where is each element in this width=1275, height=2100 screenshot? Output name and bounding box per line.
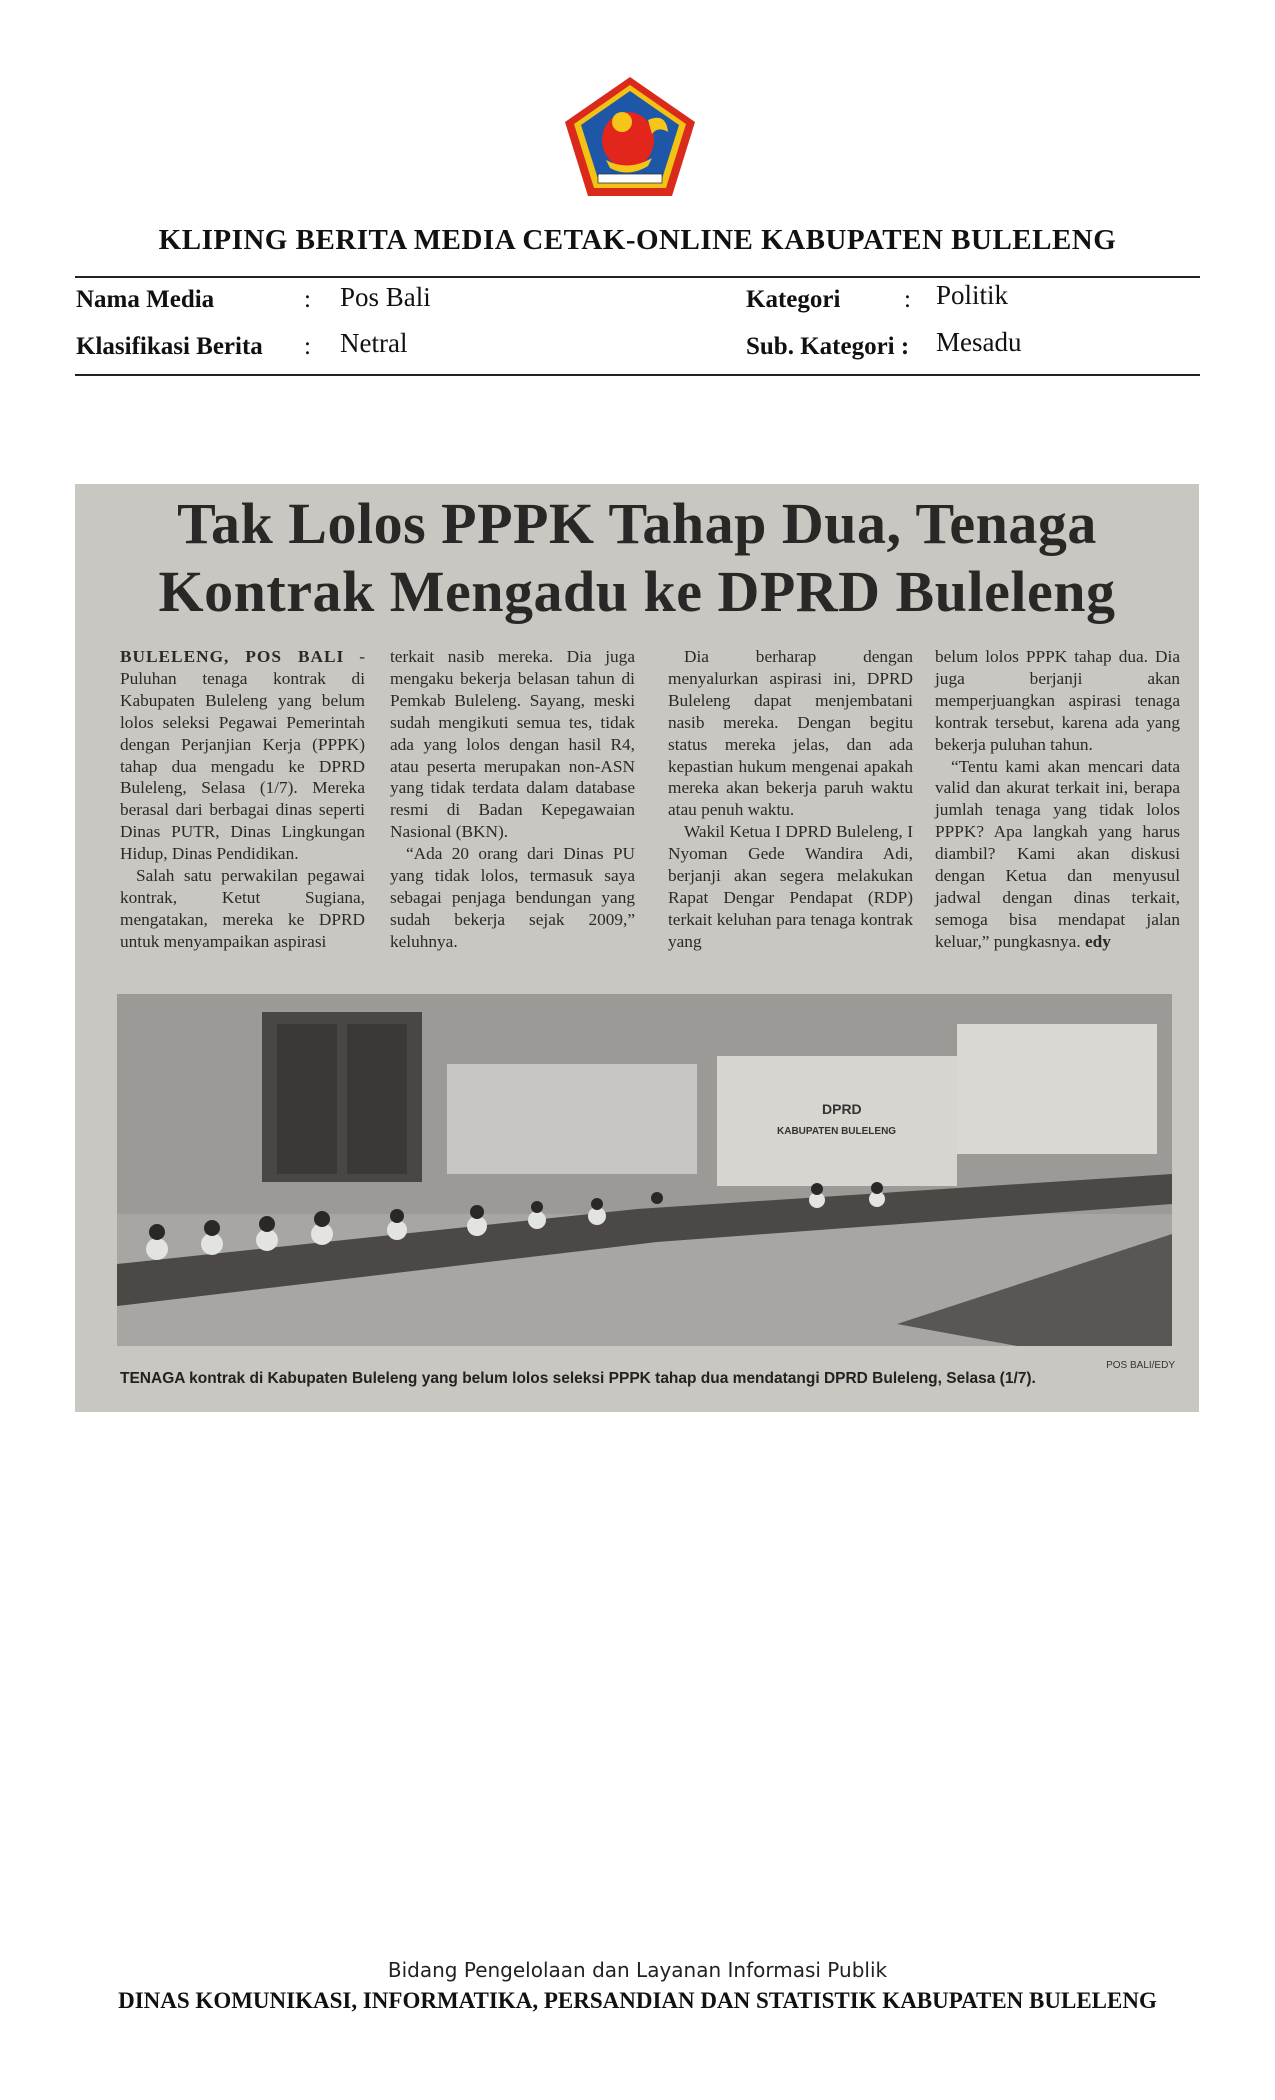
- media-colon: :: [304, 286, 311, 313]
- kategori-colon: :: [904, 286, 911, 313]
- headline-line-2: Kontrak Mengadu ke DPRD Buleleng: [158, 559, 1116, 624]
- dprd-sign-text: DPRD: [822, 1101, 862, 1117]
- kategori-label: Kategori: [746, 286, 841, 313]
- klasifikasi-value: Netral: [340, 328, 408, 358]
- kategori-value: Politik: [936, 280, 1009, 310]
- column-1-paragraph-1: - Puluhan tenaga kontrak di Kabupaten Buleleng yang belum lolos seleksi Pegawai Pemerintah dengan Perjanjian Kerja (PPPK) tahap dua mengadu ke DPRD Buleleng, Selasa (1/7). Mereka berasal dari berbagai dinas seperti Dinas PUTR, Dinas Lingkungan Hidup, Dinas Pendidikan.: [120, 647, 365, 864]
- sub-kategori-label: Sub. Kategori :: [746, 333, 910, 360]
- article-column-2: [390, 646, 635, 953]
- column-3-paragraph-1: Dia berharap dengan menyalurkan aspirasi ini, DPRD Buleleng dapat menjembatani nasib mereka. Dengan begitu status mereka jelas, dan ada kepastian hukum mengenai apakah mereka akan bekerja paruh waktu atau penuh waktu.: [668, 647, 913, 820]
- media-value: Pos Bali: [340, 282, 431, 312]
- kabupaten-buleleng-crest-icon: [562, 74, 698, 200]
- media-label: Nama Media: [76, 286, 215, 313]
- photo-credit: POS BALI/EDY: [1106, 1360, 1175, 1371]
- column-2-paragraph-2: “Ada 20 orang dari Dinas PU yang tidak lolos, termasuk saya sebagai penjaga bendungan yang sudah bekerja sejak 2009,” keluhnya.: [390, 844, 635, 951]
- meta-divider: [75, 374, 1200, 376]
- klasifikasi-label: Klasifikasi Berita: [76, 333, 263, 360]
- column-4-paragraph-1: belum lolos PPPK tahap dua. Dia juga berjanji akan memperjuangkan aspirasi tenaga kontrak tersebut, karena ada yang bekerja puluhan tahun.: [935, 647, 1180, 754]
- column-1-paragraph-2: Salah satu perwakilan pegawai kontrak, Ketut Sugiana, mengatakan, mereka ke DPRD untuk menyampaikan aspirasi: [120, 866, 365, 951]
- footer-department: Bidang Pengelolaan dan Layanan Informasi Publik: [387, 1958, 888, 1982]
- column-3-paragraph-2: Wakil Ketua I DPRD Buleleng, I Nyoman Gede Wandira Adi, berjanji akan segera melakukan Rapat Dengar Pendapat (RDP) terkait keluhan para tenaga kontrak yang: [668, 822, 913, 951]
- meeting-room-illustration: [117, 994, 1172, 1346]
- kabupaten-sign-text: KABUPATEN BULELENG: [777, 1126, 897, 1137]
- header-divider: [75, 276, 1200, 278]
- article-column-4: [935, 646, 1180, 953]
- sub-kategori-value: Mesadu: [936, 327, 1022, 357]
- article-headline: [75, 490, 1199, 626]
- photo-caption: TENAGA kontrak di Kabupaten Buleleng yang belum lolos seleksi PPPK tahap dua mendatangi DPRD Buleleng, Selasa (1/7).: [120, 1370, 1036, 1387]
- article-byline: edy: [1085, 931, 1111, 951]
- article-dateline: BULELENG, POS BALI: [120, 647, 345, 666]
- column-2-paragraph-1: terkait nasib mereka. Dia juga mengaku bekerja belasan tahun di Pemkab Buleleng. Sayang, meski sudah mengikuti semua tes, tidak ada yang lolos dengan hasil R4, atau peserta merupakan non-ASN yang tidak terdata dalam database resmi di Badan Kepegawaian Nasional (BKN).: [390, 647, 635, 842]
- article-column-3: [668, 646, 913, 953]
- article-column-1: [120, 646, 365, 953]
- newspaper-clipping: [75, 484, 1199, 1412]
- headline-line-1: Tak Lolos PPPK Tahap Dua, Tenaga: [177, 491, 1097, 556]
- klasifikasi-colon: :: [304, 333, 311, 360]
- column-4-paragraph-2: “Tentu kami akan mencari data valid dan akurat terkait ini, berapa jumlah tenaga yang tidak lolos PPPK? Apa langkah yang harus diambil? Kami akan diskusi dengan Ketua dan menyusul jadwal dengan dinas terkait, semoga bisa mendapat jalan keluar,” pungkasnya.: [935, 756, 1180, 951]
- meeting-photo: [117, 994, 1172, 1346]
- clipping-title: KLIPING BERITA MEDIA CETAK-ONLINE KABUPATEN BULELENG: [158, 224, 1117, 256]
- footer-agency: DINAS KOMUNIKASI, INFORMATIKA, PERSANDIAN DAN STATISTIK KABUPATEN BULELENG: [118, 1988, 1157, 2013]
